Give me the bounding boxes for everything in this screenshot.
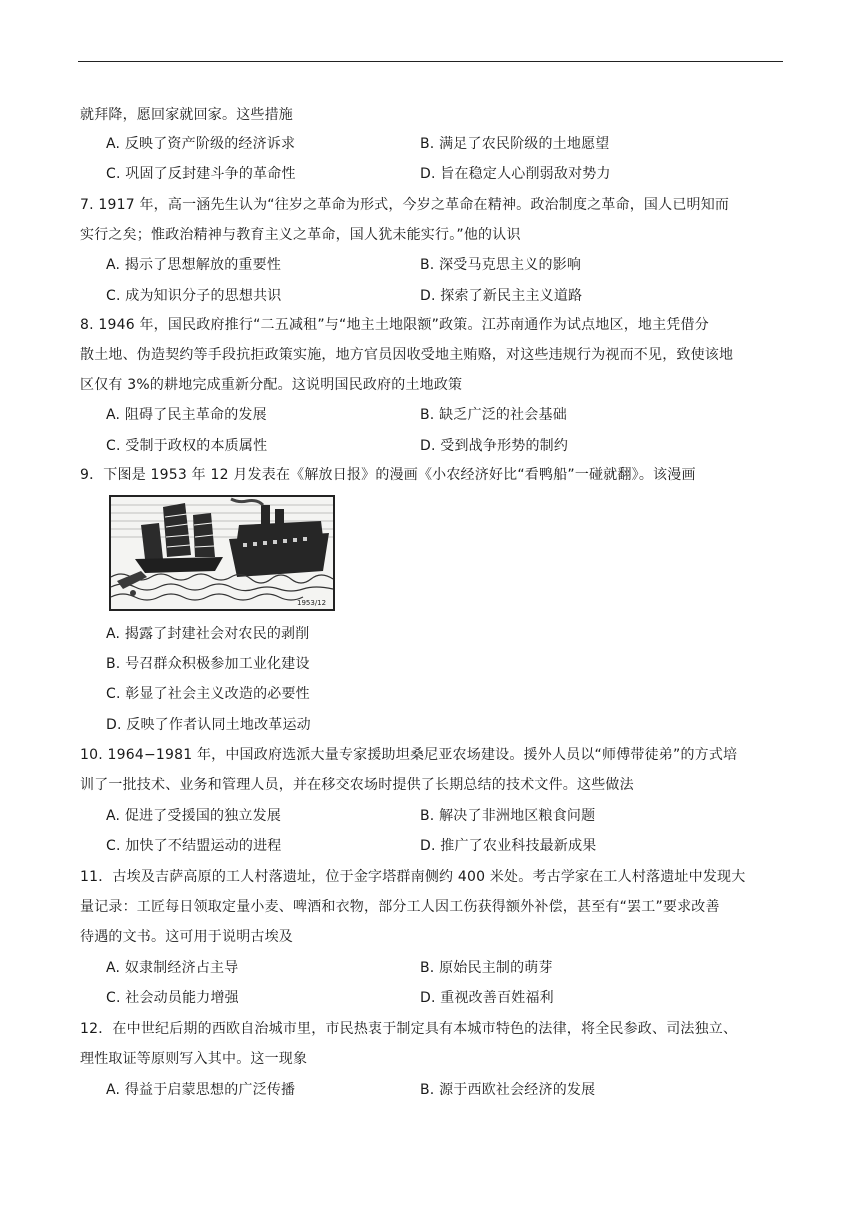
q7-option-a: A. 揭示了思想解放的重要性 [106, 257, 282, 273]
cartoon-date-label: 1953/12 [297, 599, 327, 607]
q12-stem-line-2: 理性取证等原则写入其中。这一现象 [80, 1051, 308, 1067]
q6-option-d: D. 旨在稳定人心削弱敌对势力 [420, 166, 611, 182]
q8-option-a: A. 阻碍了民主革命的发展 [106, 407, 267, 423]
q11-option-c: C. 社会动员能力增强 [106, 990, 239, 1006]
q7-option-d: D. 探索了新民主主义道路 [420, 288, 583, 304]
header-rule [78, 61, 783, 62]
q10-option-b: B. 解决了非洲地区粮食问题 [420, 808, 596, 824]
q11-stem-line-3: 待遇的文书。这可用于说明古埃及 [80, 929, 293, 945]
q8-option-d: D. 受到战争形势的制约 [420, 438, 569, 454]
q7-option-c: C. 成为知识分子的思想共识 [106, 288, 282, 304]
q8-option-c: C. 受制于政权的本质属性 [106, 438, 268, 454]
q11-option-b: B. 原始民主制的萌芽 [420, 960, 553, 976]
q10-option-d: D. 推广了农业科技最新成果 [420, 838, 597, 854]
q6-option-b: B. 满足了农民阶级的土地愿望 [420, 136, 610, 152]
q10-option-c: C. 加快了不结盟运动的进程 [106, 838, 282, 854]
q11-stem-line-2: 量记录：工匠每日领取定量小麦、啤酒和衣物，部分工人因工伤获得额外补偿，甚至有“罢工”要求改善 [80, 899, 720, 915]
q8-option-b: B. 缺乏广泛的社会基础 [420, 407, 567, 423]
cartoon-image [109, 495, 335, 611]
q6-option-c: C. 巩固了反封建斗争的革命性 [106, 166, 296, 182]
cartoon-drawing [111, 497, 333, 609]
q7-option-b: B. 深受马克思主义的影响 [420, 257, 582, 273]
q9-option-b: B. 号召群众积极参加工业化建设 [106, 656, 310, 672]
q7-stem-line-1: 7. 1917 年，高一涵先生认为“往岁之革命为形式，今岁之革命在精神。政治制度之革命，国人已明知而 [80, 197, 730, 213]
q9-option-d: D. 反映了作者认同土地改革运动 [106, 717, 311, 733]
q8-stem-line-2: 散土地、伪造契约等手段抗拒政策实施，地方官员因收受地主贿赂，对这些违规行为视而不见，致使该地 [80, 347, 734, 363]
q8-stem-line-3: 区仅有 3%的耕地完成重新分配。这说明国民政府的土地政策 [80, 377, 463, 393]
q12-option-a: A. 得益于启蒙思想的广泛传播 [106, 1082, 296, 1098]
q6-stem-tail: 就拜降，愿回家就回家。这些措施 [80, 107, 293, 123]
q12-stem-line-1: 12．在中世纪后期的西欧自治城市里，市民热衷于制定具有本城市特色的法律，将全民参政、司法独立、 [80, 1021, 738, 1037]
q11-stem-line-1: 11．古埃及吉萨高原的工人村落遗址，位于金字塔群南侧约 400 米处。考古学家在工人村落遗址中发现大 [80, 869, 746, 885]
q9-option-a: A. 揭露了封建社会对农民的剥削 [106, 626, 310, 642]
q10-option-a: A. 促进了受援国的独立发展 [106, 808, 282, 824]
q11-option-d: D. 重视改善百姓福利 [420, 990, 554, 1006]
q8-stem-line-1: 8. 1946 年，国民政府推行“二五减租”与“地主土地限额”政策。江苏南通作为试点地区，地主凭借分 [80, 317, 709, 333]
q10-stem-line-2: 训了一批技术、业务和管理人员，并在移交农场时提供了长期总结的技术文件。这些做法 [80, 777, 634, 793]
q11-option-a: A. 奴隶制经济占主导 [106, 960, 239, 976]
q6-option-a: A. 反映了资产阶级的经济诉求 [106, 136, 296, 152]
q12-option-b: B. 源于西欧社会经济的发展 [420, 1082, 596, 1098]
q7-stem-line-2: 实行之矣；惟政治精神与教育主义之革命，国人犹未能实行。”他的认识 [80, 227, 521, 243]
q9-option-c: C. 彰显了社会主义改造的必要性 [106, 686, 310, 702]
q10-stem-line-1: 10. 1964−1981 年，中国政府选派大量专家援助坦桑尼亚农场建设。援外人员以“师傅带徒弟”的方式培 [80, 747, 738, 763]
q9-stem: 9．下图是 1953 年 12 月发表在《解放日报》的漫画《小农经济好比“看鸭船”一碰就翻》。该漫画 [80, 467, 696, 483]
